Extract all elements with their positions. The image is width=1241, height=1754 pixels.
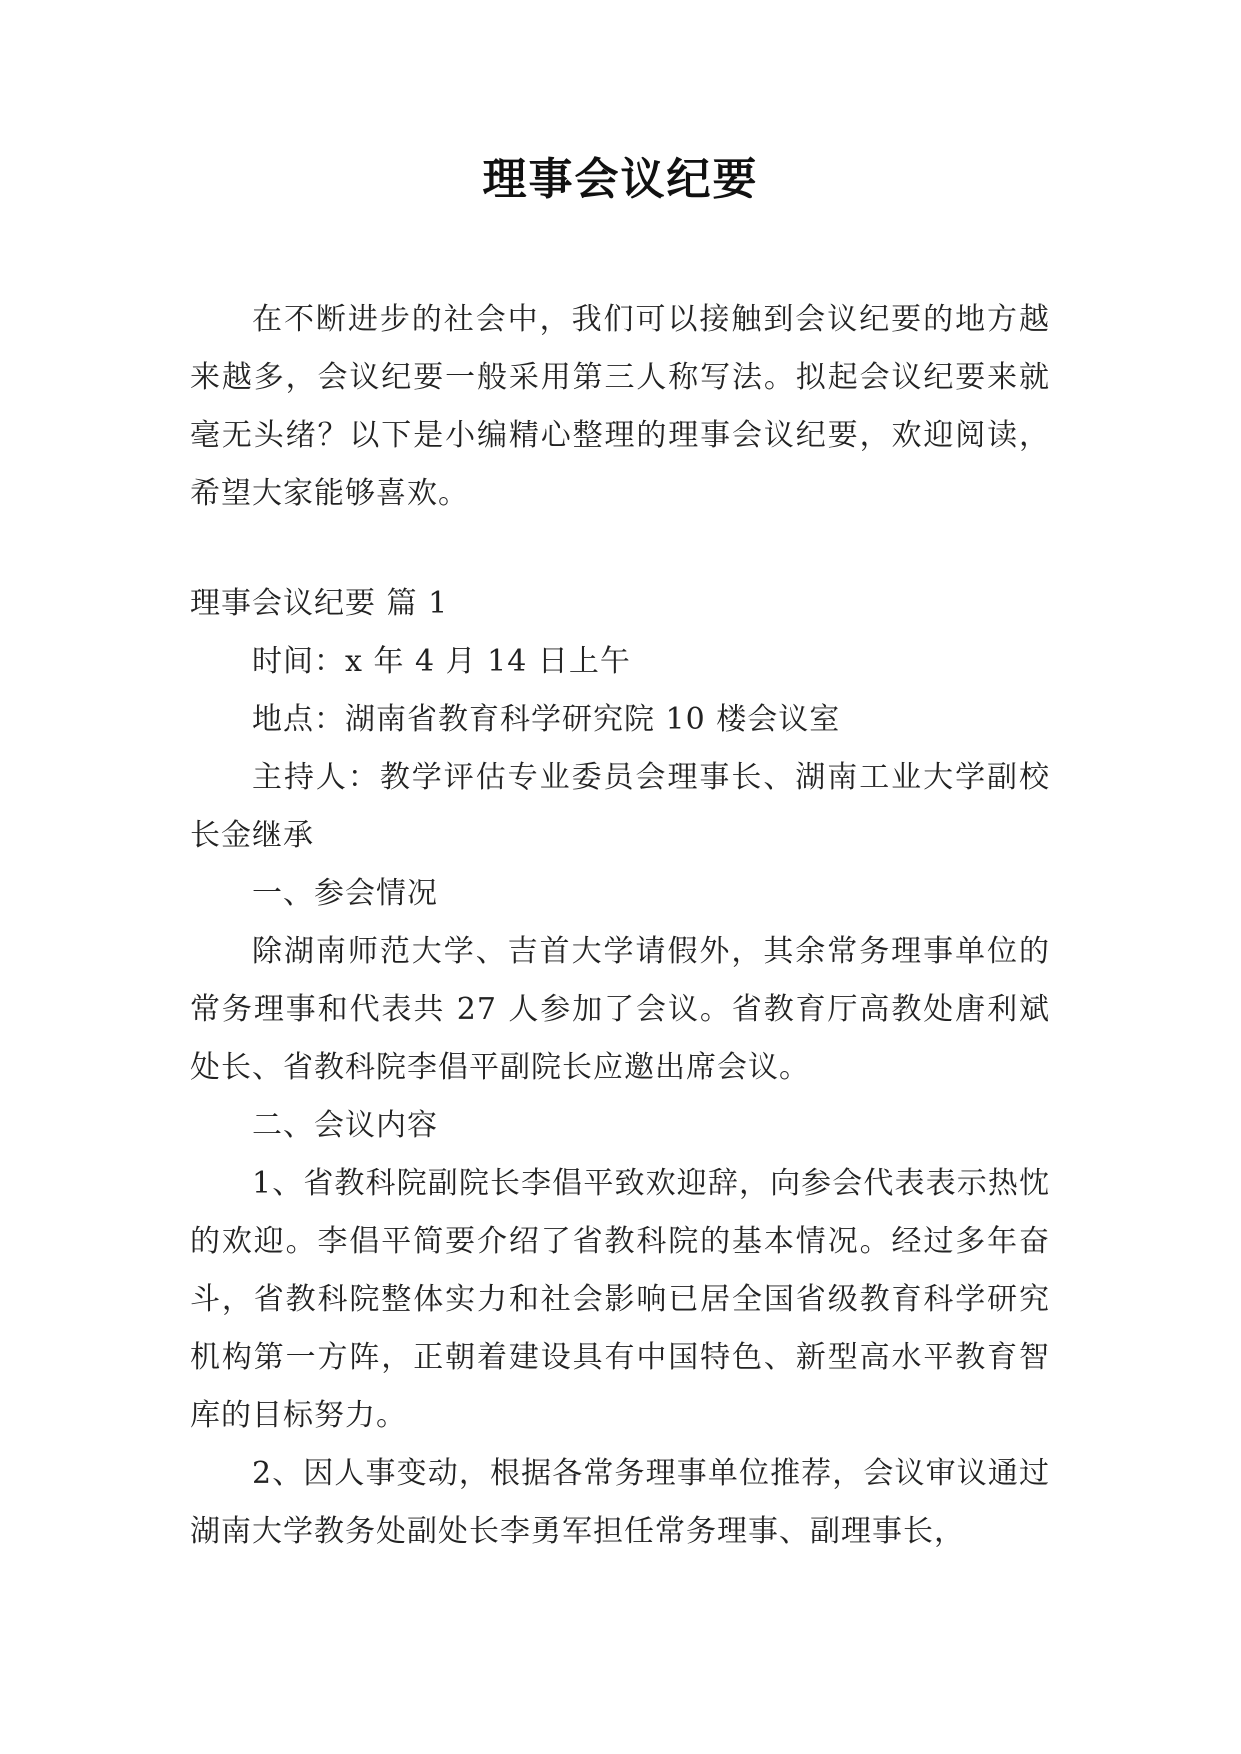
section-heading: 理事会议纪要 篇 1 — [190, 586, 449, 621]
part1-heading: 一、参会情况 — [252, 876, 438, 911]
part2-heading: 二、会议内容 — [252, 1108, 438, 1143]
meeting-location: 地点：湖南省教育科学研究院 10 楼会议室 — [252, 702, 841, 737]
intro-paragraph: 在不断进步的社会中，我们可以接触到会议纪要的地方越来越多，会议纪要一般采用第三人称写法。拟起会议纪要来就毫无头绪？以下是小编精心整理的理事会议纪要，欢迎阅读，希望大家能够喜欢。 — [190, 302, 1050, 511]
item2-paragraph: 2、因人事变动，根据各常务理事单位推荐，会议审议通过湖南大学教务处副处长李勇军担任常务理事、副理事长， — [190, 1456, 1050, 1549]
part1-paragraph: 除湖南师范大学、吉首大学请假外，其余常务理事单位的常务理事和代表共 27 人参加了会议。省教育厅高教处唐利斌处长、省教科院李倡平副院长应邀出席会议。 — [190, 934, 1050, 1085]
meeting-content — [190, 575, 1050, 1561]
meeting-host: 主持人：教学评估专业委员会理事长、湖南工业大学副校长金继承 — [190, 760, 1050, 853]
meeting-time: 时间：x 年 4 月 14 日上午 — [252, 644, 631, 679]
document-title: 理事会议纪要 — [482, 154, 759, 205]
item1-paragraph: 1、省教科院副院长李倡平致欢迎辞，向参会代表表示热忱的欢迎。李倡平简要介绍了省教科院的基本情况。经过多年奋斗，省教科院整体实力和社会影响已居全国省级教育科学研究机构第一方阵，正朝着建设具有中国特色、新型高水平教育智库的目标努力。 — [190, 1166, 1050, 1433]
